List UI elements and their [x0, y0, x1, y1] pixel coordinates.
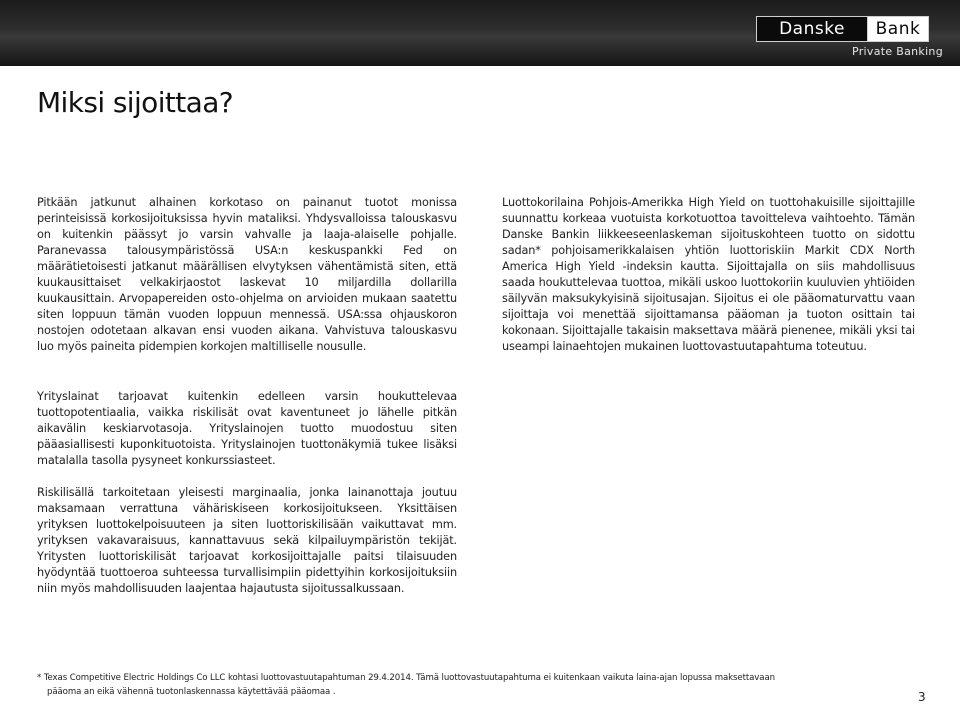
page-number: 3 [918, 690, 926, 704]
logo-brand-name: Danske [756, 16, 867, 42]
left-paragraph-1: Pitkään jatkunut alhainen korkotaso on painanut tuotot monissa perinteisissä korkosijoituksissa hyvin mataliksi. Yhdysvalloissa talouskasvu on kuitenkin päässyt jo varsin vahvalle ja laaja-alaiselle pohjalle. Paranevassa talousympäristössä USA:n keskuspankki Fed on määrätietoisesti jatkanut määrällisen elvytyksen vähentämistä siten, että kuukausittaiset velkakirjaostot laskevat 10 miljardilla dollarilla kuukausittain. Arvopapereiden osto-ohjelma on arvioiden mukaan saatettu siten loppuun tämän vuoden loppuun mennessä. USA:ssa ohjauskoron nostojen odotetaan alkavan ensi vuoden aikana. Vahvistuva talouskasvu luo myös paineita pidempien korkojen maltilliselle nousulle. [37, 196, 457, 353]
footnote [37, 671, 877, 699]
logo-brand-bank: Bank [867, 16, 929, 42]
header-bar [0, 0, 960, 66]
subbrand-label: Private Banking [852, 45, 943, 58]
left-paragraph-3: Riskilisällä tarkoitetaan yleisesti marginaalia, jonka lainanottaja joutuu maksamaan verrattuna vähäriskiseen korkosijoitukseen. Yksittäisen yrityksen luottokelpoisuuteen ja siten luottoriskilisään vaikuttavat mm. yrityksen vakavaraisuus, kannattavuus sekä kilpailuympäristön tekijät. Yritysten luottoriskilisät tarjoavat korkosijoittajalle paitsi tilaisuuden hyödyntää tuottoeroa suhteessa turvallisimpiin pidettyihin korkosijoituksiin niin myös mahdollisuuden laajentaa hajautusta sijoitussalkussaan. [37, 486, 457, 595]
footnote-line-2: pääoma an eikä vähennä tuotonlaskennassa käytettävää pääomaa . [47, 687, 336, 697]
footnote-line-1: * Texas Competitive Electric Holdings Co LLC kohtasi luottovastuutapahtuman 29.4.2014. Tämä luottovastuutapahtuma ei kuitenkaan vaikuta laina-ajan lopussa maksettavaan [37, 673, 775, 683]
danske-bank-logo [756, 16, 929, 42]
right-paragraph-1: Luottokorilaina Pohjois-Amerikka High Yield on tuottohakuisille sijoittajille suunnattu korkeaa vuotuista korkotuottoa tavoitteleva vaihtoehto. Tämän Danske Bankin liikkeeseenlaskeman sijoituskohteen tuotto on sidottu sadan* pohjoisamerikkalaisen yhtiön luottoriskiin Markit CDX North America High Yield -indeksin kautta. Sijoittajalla on siis mahdollisuus saada houkuttelevaa tuottoa, mikäli uskoo luottokoriin kuuluvien yhtiöiden säilyvän maksukykyisinä sijoitusajan. Sijoitus ei ole pääomaturvattu vaan sijoittaja voi menettää sijoittamansa pääoman ja tuoton osittain tai kokonaan. Sijoittajalle takaisin maksettava määrä pienenee, mikäli yksi tai useampi lainaehtojen mukainen luottovastuutapahtuma toteutuu. [502, 196, 915, 353]
left-paragraph-2: Yrityslainat tarjoavat kuitenkin edelleen varsin houkuttelevaa tuottopotentiaalia, vaikka riskilisät ovat kaventuneet jo lähelle pitkän aikavälin keskiarvotasoja. Yrityslainojen tuotto muodostuu siten pääasiallisesti kuponkituotoista. Yrityslainojen tuottonäkymiä tukee lisäksi matalalla tasolla pysyneet konkurssiasteet. [37, 390, 457, 467]
page-title: Miksi sijoittaa? [37, 86, 234, 119]
